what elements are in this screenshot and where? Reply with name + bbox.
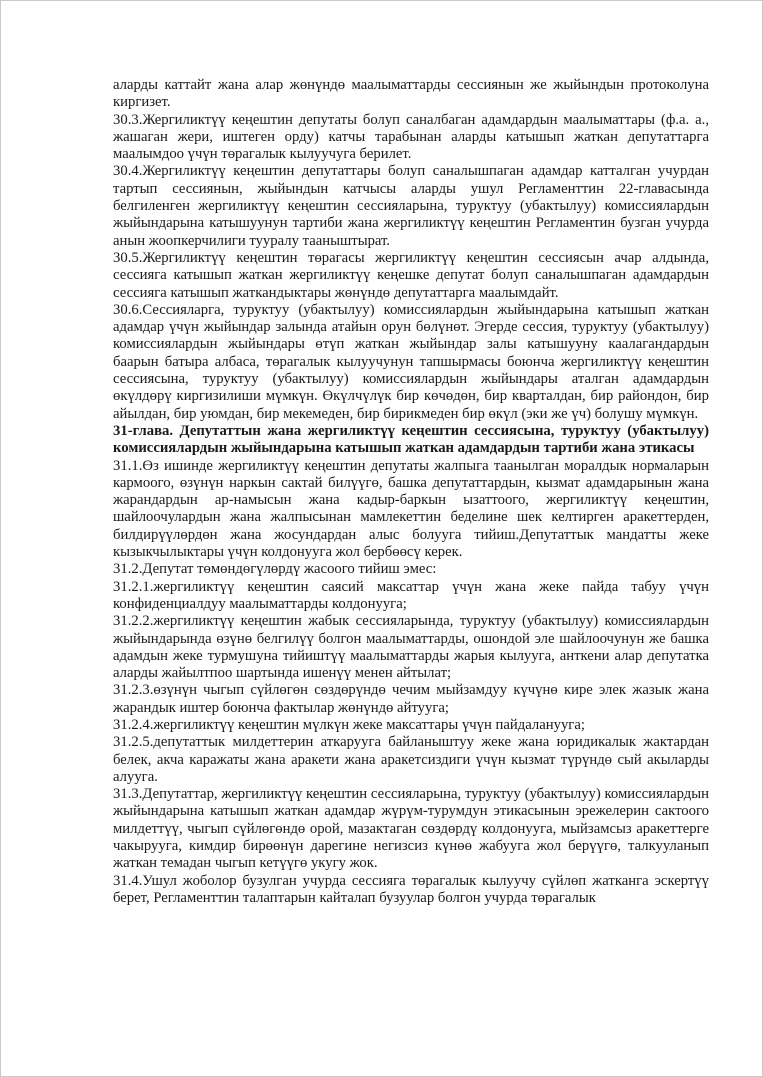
paragraph: аларды каттайт жана алар жөнүндө маалыматтарды сессиянын же жыйындын протоколуна киргизет. bbox=[113, 77, 709, 111]
paragraph-30-3: 30.3.Жергиликтүү кеңештин депутаты болуп саналбаган адамдардын маалыматтары (ф.а. а., жашаган жери, иштеген орду) катчы тарабынан аларды катышып жаткан депутаттарга маалымдоо үчүн төрагалык кылуучуга берилет. bbox=[113, 111, 709, 163]
paragraph-31-2-5: 31.2.5.депутаттык милдеттерин аткарууга байланыштуу жеке жана юридикалык жактардан белек, акча каражаты жана аракети жана аракетсиздиги үчүн кызмат түрүндө сый акыларды алууга. bbox=[113, 734, 709, 785]
paragraph-31-2-4: 31.2.4.жергиликтүү кеңештин мүлкүн жеке максаттары үчүн пайдаланууга; bbox=[113, 716, 585, 733]
document-body bbox=[113, 77, 709, 907]
paragraph-30-5: 30.5.Жергиликтүү кеңештин төрагасы жергиликтүү кеңештин сессиясын ачар алдында, сессияга катышып жаткан жергиликтүү кеңешке депутат болуп саналышпаган адамдардын сессияга катышып жаткандыктары жөнүндө депутаттарга маалымдайт. bbox=[113, 249, 709, 301]
paragraph-31-4: 31.4.Ушул жоболор бузулган учурда сессияга төрагалык кылуучу сүйлөп жатканга эскертүү берет, Регламенттин талаптарын кайталап бузуулар болгон учурда төрагалык bbox=[113, 872, 709, 906]
paragraph-30-4: 30.4.Жергиликтүү кеңештин депутаттары болуп саналышпаган адамдар катталган учурдан тартып сессиянын, жыйындын катчысы аларды ушул Регламенттин 22-главасында белгиленген жергиликтүү кеңештин сессияларына, туруктуу (убактылуу) комиссиялардын жыйындарына катышуунун тартиби жана жергиликтүү кеңештин Регламентин бузган учурда анын жоопкерчилиги тууралу тааныштырат. bbox=[113, 163, 709, 249]
paragraph-31-1: 31.1.Өз ишинде жергиликтүү кеңештин депутаты жалпыга таанылган моралдык нормаларын кармоого, өзүнүн наркын сактай билүүгө, башка депутаттардын, кызмат адамдарынын жана жарандардын ар-намысын жана кадыр-баркын ызаттоого, жергиликтүү кеңештин, шайлоочулардын жана жалпысынан мамлекеттин беделине шек келтирген аракеттерден, билдирүүлөрдөн жана жосундардан алыс болууга тийиш.Депутаттык мандатты жеке кызыкчылыктары үчүн колдонууга жол бербөөсү керек. bbox=[113, 457, 709, 561]
paragraph-31-2-1: 31.2.1.жергиликтүү кеңештин саясий максаттар үчүн жана жеке пайда табуу үчүн конфиденциалдуу маалыматтарды колдонууга; bbox=[113, 578, 709, 612]
paragraph-31-3: 31.3.Депутаттар, жергиликтүү кеңештин сессияларына, туруктуу (убактылуу) комиссиялардын жыйындарына катышып жаткан адамдар жүрүм-турумдун этикасынын эрежелерин сактоого милдеттүү, чыгып сүйлөгөндө орой, мазактаган сөздөрдү колдонууга, мыйзамсыз аракеттерге чакырууга, кимдир бирөөнүн дарегине негизсиз күнөө жабууга жол берүүгө, талкууланып жаткан темадан чыгып кетүүгө укугу жок. bbox=[113, 786, 709, 872]
chapter-31-heading: 31-глава. Депутаттын жана жергиликтүү кеңештин сессиясына, туруктуу (убактылуу) комиссиялардын жыйындарына катышып жаткан адамдардын тартиби жана этикасы bbox=[113, 422, 709, 457]
paragraph-30-6: 30.6.Сессияларга, туруктуу (убактылуу) комиссиялардын жыйындарына катышып жаткан адамдар үчүн жыйындар залында атайын орун бөлүнөт. Эгерде сессия, туруктуу (убактылуу) комиссиялардын жыйындары өтүп жаткан жыйындар залы катышууну каалагандардын баарын батыра албаса, төрагалык кылуучунун тапшырмасы боюнча жергиликтүү кеңештин сессиясына, туруктуу (убактылуу) комиссиялардын жыйындары аталган адамдардын өкүлдөрү киргизилиши мүмкүн. Өкүлчүлүк бир көчөдөн, бир кварталдан, бир райондон, бир айылдан, бир уюмдан, бир мекемеден, бир бирикмеден бир өкүл (эки же үч) болушу мүмкүн. bbox=[113, 301, 709, 422]
paragraph-31-2-3: 31.2.3.өзүнүн чыгып сүйлөгөн сөздөрүндө чечим мыйзамдуу күчүнө кире элек жазык жана жарандык иштер боюнча фактылар жөнүндө айтууга; bbox=[113, 682, 709, 716]
paragraph-31-2-2: 31.2.2.жергиликтүү кеңештин жабык сессияларында, туруктуу (убактылуу) комиссиялардын жыйындарында өзүнө белгилүү болгон маалыматтарды, ошондой эле шайлоочунун же башка адамдын жеке турмушуна тийиштүү маалыматтарды жарыя кылууга, анткени алар депутатка аларды жайылтпоо шартында ишенүү менен айтылат; bbox=[113, 613, 709, 682]
paragraph-31-2: 31.2.Депутат төмөндөгүлөрдү жасоого тийиш эмес: bbox=[113, 561, 437, 578]
